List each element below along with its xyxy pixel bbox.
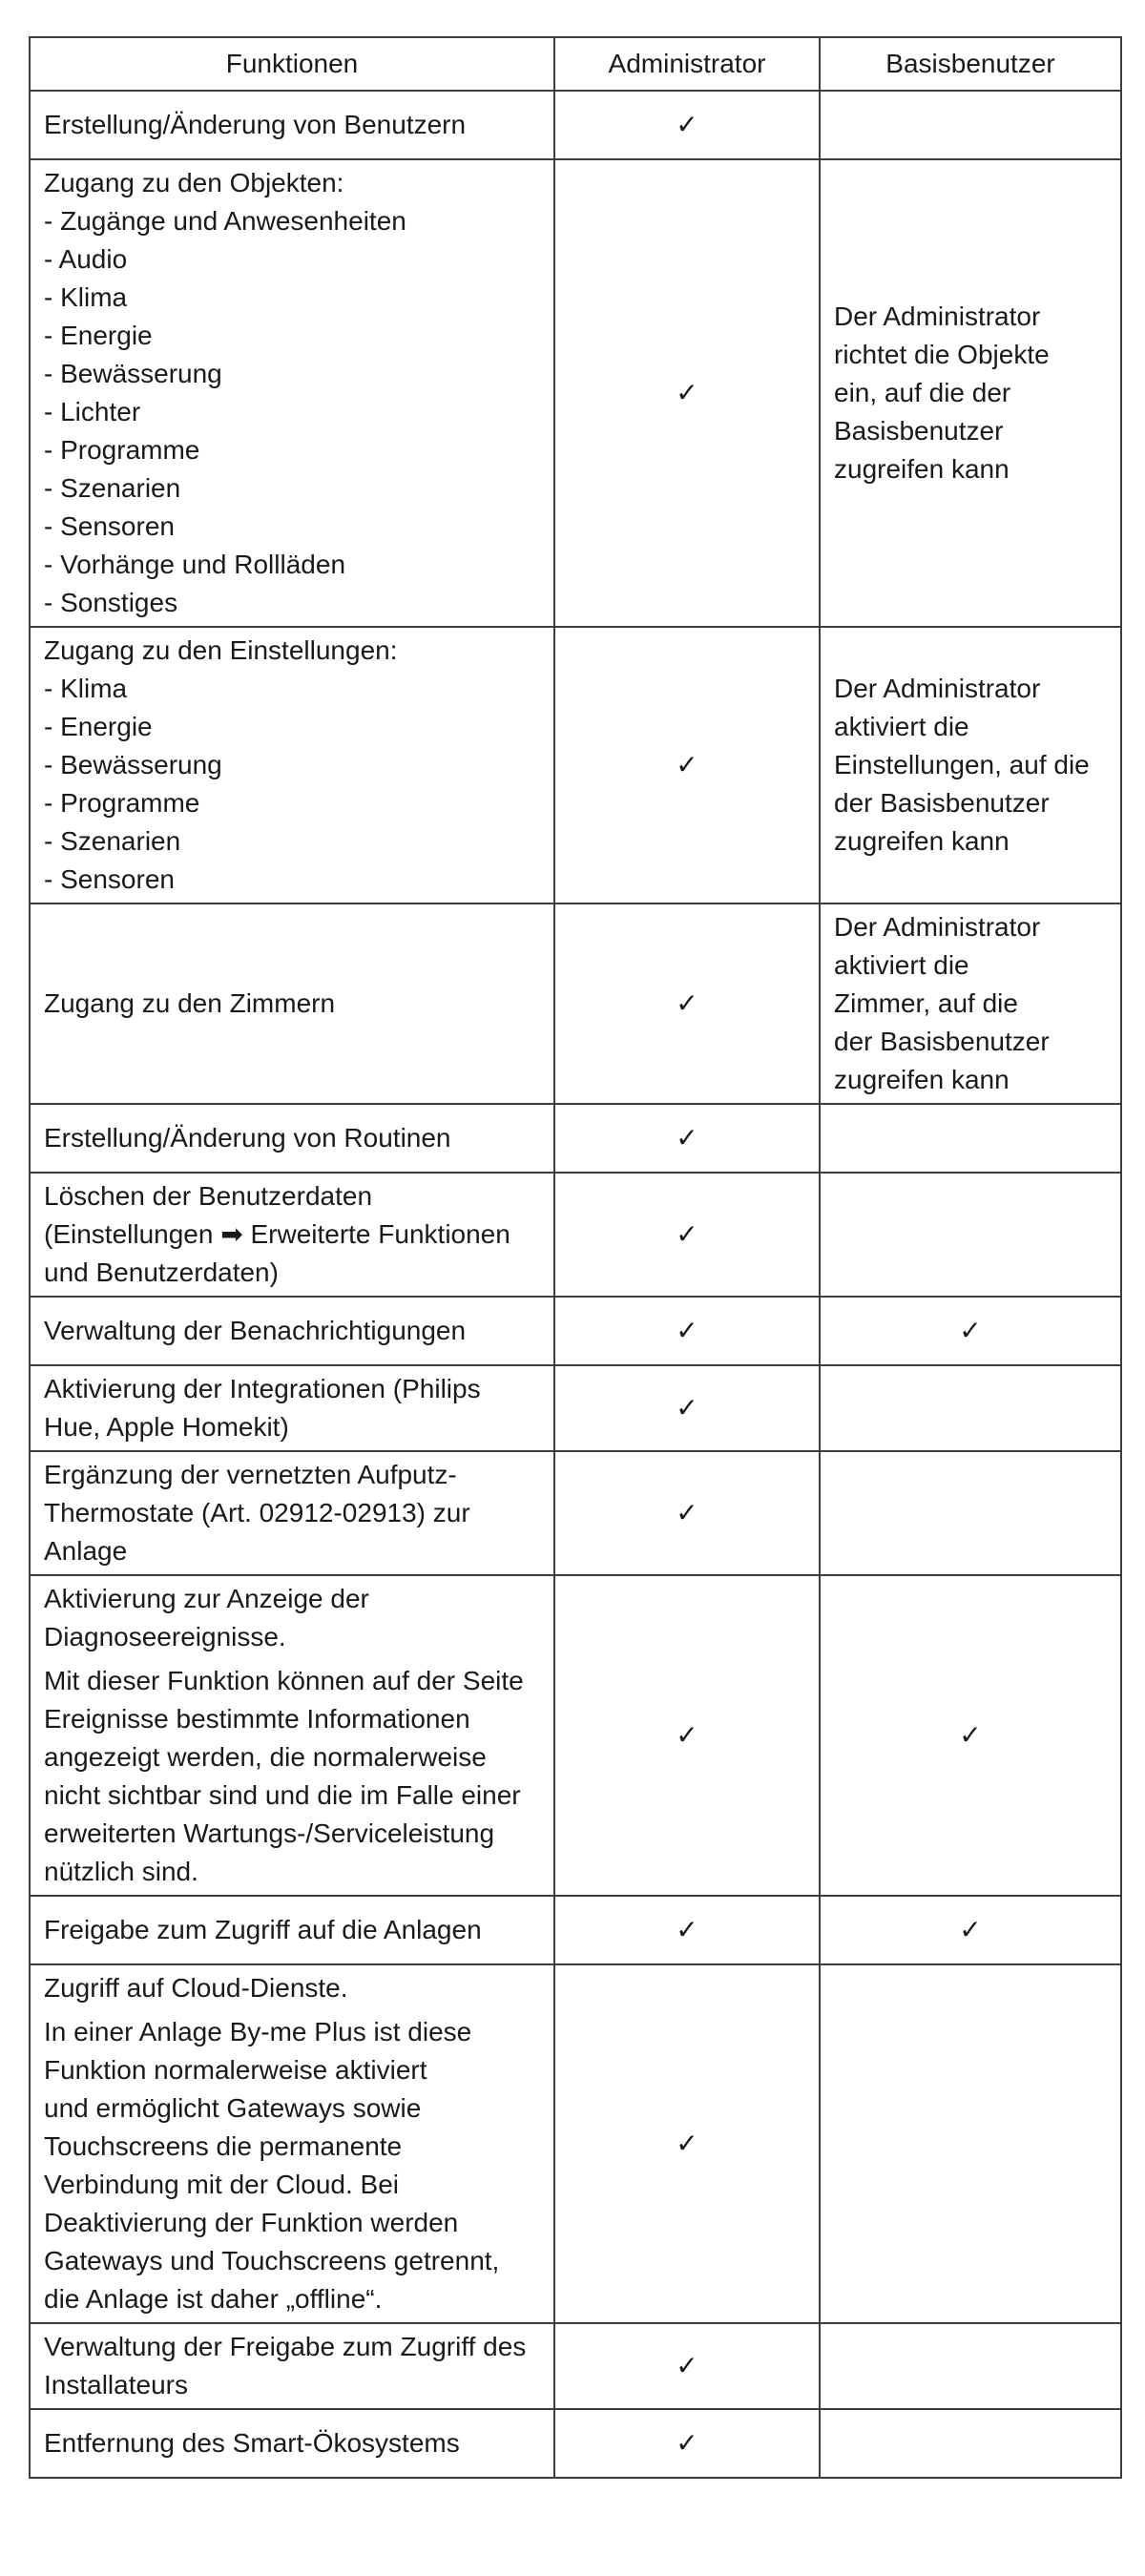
- basic-user-cell: [820, 2323, 1121, 2409]
- function-text-line: die Anlage ist daher „offline“.: [44, 2284, 383, 2314]
- function-text-line: Verwaltung der Freigabe zum Zugriff des: [44, 2332, 527, 2361]
- function-text-line: - Vorhänge und Rollläden: [44, 550, 346, 579]
- function-text-line: Anlage: [44, 1536, 128, 1566]
- checkmark-icon: ✓: [676, 1719, 698, 1751]
- function-text-line: Mit dieser Funktion können auf der Seite: [44, 1666, 524, 1695]
- function-text-line: - Sensoren: [44, 511, 175, 541]
- function-text-line: - Sensoren: [44, 864, 175, 894]
- administrator-cell: [554, 1896, 820, 1964]
- header-functions: Funktionen: [30, 37, 554, 91]
- basic-user-cell: [820, 1964, 1121, 2323]
- function-text-line: Hue, Apple Homekit): [44, 1412, 289, 1442]
- checkmark-icon: ✓: [676, 377, 698, 408]
- function-text-line: Ergänzung der vernetzten Aufputz-: [44, 1460, 457, 1489]
- table-row: [30, 1451, 1121, 1575]
- checkmark-icon: ✓: [676, 2427, 698, 2459]
- function-text-line: - Programme: [44, 435, 200, 465]
- checkmark-icon: ✓: [676, 2350, 698, 2381]
- table-row: [30, 2323, 1121, 2409]
- administrator-cell: [554, 1173, 820, 1297]
- table-row: [30, 1173, 1121, 1297]
- basic-user-note-line: aktiviert die: [834, 712, 969, 741]
- function-text-line: Verbindung mit der Cloud. Bei: [44, 2170, 399, 2199]
- administrator-cell: [554, 1575, 820, 1896]
- function-text-line: Funktion normalerweise aktiviert: [44, 2055, 427, 2085]
- checkmark-icon: ✓: [959, 1315, 982, 1346]
- function-text-line: Gateways und Touchscreens getrennt,: [44, 2246, 500, 2275]
- checkmark-icon: ✓: [959, 1719, 982, 1751]
- function-text-line: - Klima: [44, 282, 128, 312]
- function-text-line: - Programme: [44, 788, 200, 818]
- administrator-cell: [554, 1297, 820, 1365]
- function-text-line: Erstellung/Änderung von Benutzern: [44, 110, 467, 139]
- administrator-cell: [554, 904, 820, 1104]
- function-text-line: Touchscreens die permanente: [44, 2131, 403, 2161]
- table-row: [30, 1575, 1121, 1896]
- basic-user-note-line: der Basisbenutzer: [834, 788, 1050, 818]
- basic-user-note-line: zugreifen kann: [834, 826, 1010, 856]
- basic-user-cell: [820, 1104, 1121, 1173]
- basic-user-note-line: ein, auf die der: [834, 378, 1011, 407]
- administrator-cell: [554, 1104, 820, 1173]
- function-cell: [30, 2323, 554, 2409]
- function-text-line: und Benutzerdaten): [44, 1257, 279, 1287]
- table-row: [30, 1964, 1121, 2323]
- checkmark-icon: ✓: [676, 1315, 698, 1346]
- function-text-line: Aktivierung zur Anzeige der: [44, 1584, 369, 1613]
- function-text-line: - Szenarien: [44, 826, 181, 856]
- function-cell: [30, 1451, 554, 1575]
- basic-user-note-line: Einstellungen, auf die: [834, 750, 1090, 779]
- checkmark-icon: ✓: [676, 1392, 698, 1423]
- basic-user-cell: [820, 91, 1121, 159]
- function-cell: [30, 627, 554, 904]
- function-text-line: - Energie: [44, 712, 153, 741]
- basic-user-note-line: Zimmer, auf die: [834, 988, 1018, 1018]
- function-cell: [30, 1365, 554, 1451]
- basic-user-cell: [820, 1173, 1121, 1297]
- basic-user-cell: [820, 1451, 1121, 1575]
- basic-user-note-line: zugreifen kann: [834, 454, 1010, 484]
- basic-user-cell: [820, 2409, 1121, 2478]
- basic-user-cell: [820, 1297, 1121, 1365]
- checkmark-icon: ✓: [676, 987, 698, 1019]
- administrator-cell: [554, 159, 820, 627]
- function-text-line: - Energie: [44, 321, 153, 350]
- basic-user-note-line: richtet die Objekte: [834, 340, 1050, 369]
- basic-user-note-line: aktiviert die: [834, 950, 969, 980]
- checkmark-icon: ✓: [676, 2128, 698, 2159]
- function-text-line: Löschen der Benutzerdaten: [44, 1181, 373, 1211]
- checkmark-icon: ✓: [959, 1914, 982, 1945]
- table-row: [30, 1365, 1121, 1451]
- function-text-line: Aktivierung der Integrationen (Philips: [44, 1374, 481, 1403]
- function-text-line: erweiterten Wartungs-/Serviceleistung: [44, 1818, 495, 1848]
- basic-user-cell: [820, 1575, 1121, 1896]
- table-row: [30, 1104, 1121, 1173]
- function-text-line: - Bewässerung: [44, 750, 222, 779]
- checkmark-icon: ✓: [676, 1122, 698, 1153]
- basic-user-cell: [820, 159, 1121, 627]
- function-text-line: - Sonstiges: [44, 588, 178, 617]
- function-text-line: Freigabe zum Zugriff auf die Anlagen: [44, 1915, 482, 1944]
- header-administrator: Administrator: [554, 37, 820, 91]
- function-text-line: Entfernung des Smart-Ökosystems: [44, 2428, 460, 2458]
- function-text-line: In einer Anlage By-me Plus ist diese: [44, 2017, 472, 2046]
- function-text-line: - Audio: [44, 244, 128, 274]
- function-text-line: Ereignisse bestimmte Informationen: [44, 1704, 470, 1734]
- table-row: [30, 91, 1121, 159]
- function-text-line: nicht sichtbar sind und die im Falle einer: [44, 1780, 521, 1810]
- administrator-cell: [554, 2323, 820, 2409]
- function-cell: [30, 1297, 554, 1365]
- basic-user-cell: [820, 904, 1121, 1104]
- administrator-cell: [554, 1451, 820, 1575]
- function-text-line: Zugang zu den Zimmern: [44, 988, 336, 1018]
- administrator-cell: [554, 627, 820, 904]
- table-row: [30, 2409, 1121, 2478]
- function-text-line: Deaktivierung der Funktion werden: [44, 2208, 459, 2237]
- function-cell: [30, 1173, 554, 1297]
- basic-user-note-line: Basisbenutzer: [834, 416, 1004, 446]
- basic-user-cell: [820, 1896, 1121, 1964]
- function-cell: [30, 159, 554, 627]
- checkmark-icon: ✓: [676, 1497, 698, 1528]
- function-text-line: Zugang zu den Objekten:: [44, 168, 344, 197]
- header-basic-user: Basisbenutzer: [820, 37, 1121, 91]
- checkmark-icon: ✓: [676, 1218, 698, 1250]
- table-row: [30, 159, 1121, 627]
- basic-user-cell: [820, 627, 1121, 904]
- function-text-line: (Einstellungen ➡ Erweiterte Funktionen: [44, 1219, 510, 1249]
- table-row: [30, 1896, 1121, 1964]
- basic-user-note-line: der Basisbenutzer: [834, 1027, 1050, 1056]
- function-cell: [30, 2409, 554, 2478]
- function-text-line: angezeigt werden, die normalerweise: [44, 1742, 487, 1772]
- function-text-line: Zugang zu den Einstellungen:: [44, 635, 398, 665]
- administrator-cell: [554, 1964, 820, 2323]
- checkmark-icon: ✓: [676, 1914, 698, 1945]
- function-cell: [30, 91, 554, 159]
- table-row: [30, 904, 1121, 1104]
- function-text-line: Erstellung/Änderung von Routinen: [44, 1123, 451, 1153]
- function-text-line: Verwaltung der Benachrichtigungen: [44, 1316, 467, 1345]
- function-text-line: und ermöglicht Gateways sowie: [44, 2093, 422, 2123]
- administrator-cell: [554, 1365, 820, 1451]
- table-row: [30, 1297, 1121, 1365]
- function-text-line: Thermostate (Art. 02912-02913) zur: [44, 1498, 470, 1527]
- function-text-line: - Szenarien: [44, 473, 181, 503]
- function-cell: [30, 1575, 554, 1896]
- function-text-line: Zugriff auf Cloud-Dienste.: [44, 1973, 348, 2003]
- checkmark-icon: ✓: [676, 749, 698, 780]
- function-text-line: - Zugänge und Anwesenheiten: [44, 206, 406, 236]
- table-header-row: [30, 37, 1121, 91]
- function-text-line: - Bewässerung: [44, 359, 222, 388]
- permissions-table: [29, 36, 1122, 2479]
- function-text-line: nützlich sind.: [44, 1857, 198, 1886]
- function-cell: [30, 1104, 554, 1173]
- basic-user-note-line: zugreifen kann: [834, 1065, 1010, 1094]
- function-text-line: Diagnoseereignisse.: [44, 1622, 286, 1652]
- function-text-line: - Lichter: [44, 397, 141, 426]
- administrator-cell: [554, 91, 820, 159]
- basic-user-note-line: Der Administrator: [834, 301, 1041, 331]
- function-cell: [30, 1896, 554, 1964]
- table-body: [30, 91, 1121, 2478]
- administrator-cell: [554, 2409, 820, 2478]
- basic-user-cell: [820, 1365, 1121, 1451]
- table-row: [30, 627, 1121, 904]
- function-text-line: Installateurs: [44, 2370, 188, 2399]
- checkmark-icon: ✓: [676, 109, 698, 140]
- function-cell: [30, 1964, 554, 2323]
- function-text-line: - Klima: [44, 674, 128, 703]
- basic-user-note-line: Der Administrator: [834, 674, 1041, 703]
- basic-user-note-line: Der Administrator: [834, 912, 1041, 942]
- function-cell: [30, 904, 554, 1104]
